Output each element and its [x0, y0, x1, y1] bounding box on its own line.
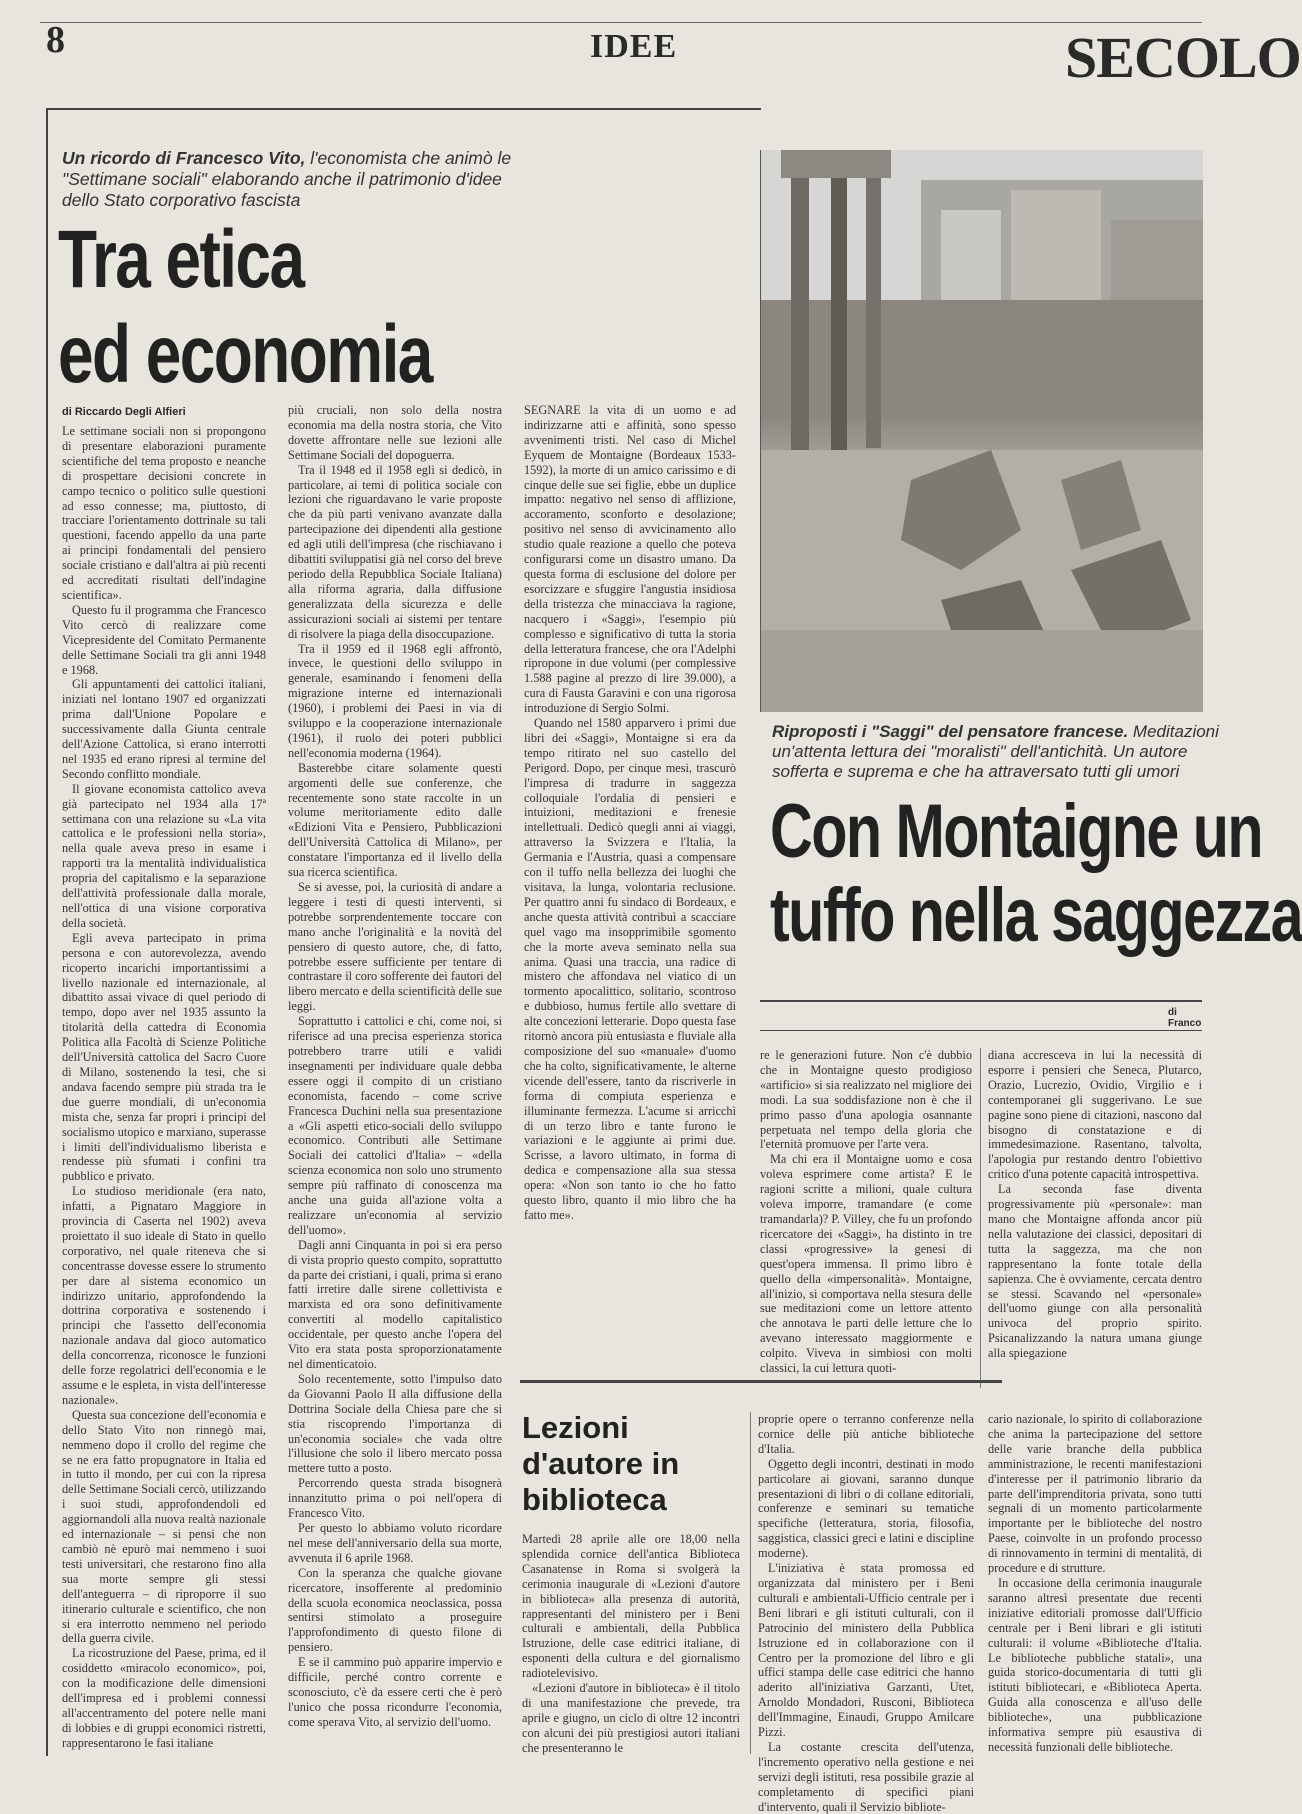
article2-rule — [760, 1000, 1202, 1002]
paragraph: Se si avesse, poi, la curiosità di andare a leggere i testi di questi interventi, si potrebbe sorprendentemente toccare con mano anche l'originalità e la novità del pensiero di questo autore, che, di fatto, potrebbe essere sufficiente per tentare di contrastare il coro sofferente dei fautori del libero mercato e della scientificità delle sue leggi. — [288, 880, 502, 1014]
caption-line3: sofferta e suprema e che ha attraversato tutti gli umori — [772, 762, 1180, 781]
paragraph: Questa sua concezione dell'economia e dello Stato Vito non rinnegò mai, nemmeno dopo il crollo del regime che se ne era fatto propugnatore in Italia ed in tutto il mondo, per cui con la ripresa delle Settimane Sociali cercò, utilizzando i suoi studi, approfondendoli ed aggiornandoli alla nuova realtà nazionale ed internazionale – si pensi che non cambiò nè epurò mai nemmeno i suoi testi universitari, che restarono fino alla sua morte sempre gli stessi dell'anteguerra – di riproporre il suo itinerario culturale e scientifico, che non si era interrotto nemmeno nel periodo della guerra civile. — [62, 1407, 266, 1646]
headline-line2: ed economia — [58, 309, 432, 400]
caption-bold: Riproposti i "Saggi" del pensatore francese. — [772, 722, 1129, 741]
paragraph: Tra il 1948 ed il 1958 egli si dedicò, in particolare, ai temi di politica sociale con lezioni che riguardavano le varie proposte che da più parti venivano avanzate dalla partecipazione dei dipendenti alla gestione ed agli utili dell'impresa (che rischiavano i dibattiti sviluppatisi già nel corso del breve periodo della Repubblica Sociale Italiana) alla riforma agraria, dalla diffusione generalizzata della sicurezza e delle assicurazioni sociali ai sistemi per tentare di risolvere la piaga della disoccupazione. — [288, 462, 502, 641]
article3-title-line3: biblioteca — [522, 1482, 667, 1517]
paragraph: Dagli anni Cinquanta in poi si era perso di vista proprio questo compito, soprattutto da parte dei cristiani, i quali, prima si erano fatti irretire dalle sirene collettivista e marxista ed ora sono definitivamente convertiti al modello capitalistico occidentale, per questo anche l'opera del Vito era stata posta sproporzionatamente nel dimenticatoio. — [288, 1237, 502, 1371]
paragraph: Oggetto degli incontri, destinati in modo particolare ai giovani, saranno dunque presentazioni di libri o di collane editoriali, conferenze e seminari su tematiche specifiche (letteratura, storia, filosofia, saggistica, classici greci e latini e discipline moderne). — [758, 1456, 974, 1561]
article2-thin-rule — [760, 1030, 1202, 1031]
paragraph: La seconda fase diventa progressivamente più «personale»: man mano che Montaigne affonda ancor più nella valutazione dei classici, depositari di tutta la saggezza, ma che non rappresentano la fonte totale della sapienza. Che è ovviamente, cercata dentro se stessi. Scavando nel «personale» dell'uomo giunge con alla personalità univoca del proprio spirito. Psicanalizzando la natura umana giunge alla spiegazione — [988, 1182, 1202, 1361]
kicker-rest: l'economista che animò le "Settimane sociali" elaborando anche il patrimonio d'idee dello Stato corporativo fascista — [62, 148, 512, 210]
paragraph: Soprattutto i cattolici e chi, come noi, si riferisce ad una precisa esperienza storica potrebbero trarre utili e validi insegnamenti per individuare quale debba essere oggi il compito di un cristiano economista, facendo – come scrive Francesca Duchini nella sua presentazione a «Gli aspetti etico-sociali dello sviluppo economico. Contributi alle Settimane Sociali dei cattolici d'Italia» – «della scienza economica non solo uno strumento sempre più raffinato di conoscenza ma anche una guida all'azione volta a realizzare un'economia al servizio dell'uomo». — [288, 1014, 502, 1237]
roman-forum-photo — [760, 150, 1203, 712]
caption-line1-rest: Meditazioni — [1128, 722, 1219, 741]
paragraph: Basterebbe citare solamente questi argomenti delle sue conferenze, che recentemente sono state raccolte in un volume meritoriamente edito dalle «Edizioni Vita e Pensiero, Pubblicazioni dell'Università Cattolica di Milano», per constatare l'importanza ed il livello della sua ricerca scientifica. — [288, 760, 502, 880]
paragraph: Quando nel 1580 apparvero i primi due libri dei «Saggi», Montaigne si era da tempo ritirato nel suo castello del Perigord. Dopo, per cinque mesi, trascurò l'impresa di tradurre in saggezza colloquiale l'ordalia di pensieri e intuizioni, meditazioni e frenesie intellettuali. Dedicò quegli anni ai viaggi, attraverso la Svizzera e l'Italia, la Germania e l'Austria, quasi a compensare con il tuffo nella bellezza dei luoghi che visitava, la lunga, volontaria reclusione. Per quattro anni fu sindaco di Bordeaux, e anche questa attività contribuì a scacciare quel vago ma insopprimibile sgomento che la morte aveva seminato nella sua anima. Quasi una traccia, una radice di mistero che affondava nel viatico di un tormento apocalittico, solitario, scontroso e dubbioso, humus fertile allo svettare di alte concezioni letterarie. Dopo questa fase ritornò ancora più entusiasta e fluviale alla composizione del suo «manuale» d'uomo che ha colto, significativamente, le alterne vicende dell'essere, tanto da riscriverle in forma di compiuta esperienza e illuminante fermezza. L'acume si arricchì di un terzo libro e tante furono le variazioni e le aggiunte ai primi due. Scrisse, a lavoro ultimato, in forma di dedica e compensazione alla sua stessa opera: «Non son tanto io che ho fatto questo libro, quanto il mio libro che ha fatto me». — [524, 716, 736, 1222]
article1-kicker — [62, 148, 522, 211]
paragraph: Per questo lo abbiamo voluto ricordare nel mese dell'anniversario della sua morte, avvenuta il 6 aprile 1968. — [288, 1520, 502, 1565]
paragraph: Con la speranza che qualche giovane ricercatore, insofferente al predominio della scuola economica neoclassica, possa sentirsi stimolato a proseguire l'approfondimento di questo filone di pensiero. — [288, 1565, 502, 1655]
paragraph: Percorrendo questa strada bisognerà innanzitutto prima o poi nell'opera di Francesco Vito. — [288, 1476, 502, 1521]
headline2-line2: tuffo nella saggezza — [770, 873, 1302, 958]
article2-byline: di Franco — [1168, 1007, 1202, 1029]
top-rule — [40, 22, 1202, 23]
article3-column-2 — [758, 1412, 974, 1814]
paragraph: Ma chi era il Montaigne uomo e cosa voleva esprimere come artista? E le ragioni scritte a milioni, quale cultura voleva imporre, tramandare (e come tramandarla)? P. Villey, che fu un profondo ricercatore dei «Saggi», ha distinto in tre classi «progressive» la genesi di quest'opera immensa. Il primo libro è quello della «impersonalità». Montaigne, all'inizio, si comportava nella stesura delle sue meditazioni come un lettore attento che annotava le parti delle letture che lo avevano interessato maggiormente e colpito. Viveva in simbiosi con molti classici, la cui lettura quoti- — [760, 1152, 973, 1376]
paragraph: La ricostruzione del Paese, prima, ed il cosiddetto «miracolo economico», poi, con la modificazione delle dimensioni dell'impresa ed i problemi connessi all'accentramento del potere nelle mani di lobbies e di gruppi economici ristretti, rappresentarono le fasi italiane — [62, 1646, 266, 1750]
kicker-bold: Un ricordo di Francesco Vito, — [62, 148, 306, 168]
article3-column-3 — [988, 1412, 1202, 1754]
section-title: IDEE — [590, 28, 678, 65]
paragraph: SEGNARE la vita di un uomo e ad indirizzarne atti e affinità, sono spesso avvenimenti tristi. Nel caso di Michel Eyquem de Montaigne (Bordeaux 1533-1592), la morte di un amico carissimo e di cinque delle sue sei figlie, ebbe un duplice impatto: negativo nel senso di afflizione, accoramento, sconforto e desolazione; positivo nel senso di avvicinamento allo studio quale reazione a quello che poteva configurarsi come un disastro umano. Da questa forma di esclusione del dolore per esorcizzare e sfuggire l'angustia insidiosa della tristezza che minacciava la ragione, nacquero i «Saggi», l'esempio più complesso e significativo di tutta la storia della letteratura francese, che ora l'Adelphi ripropone in due volumi (per complessive 1.588 pagine al prezzo di lire 39.000), a cura di Fausta Garavini e con una rigorosa introduzione di Sergio Solmi. — [524, 403, 736, 716]
paragraph: Il giovane economista cattolico aveva già partecipato nel 1934 alla 17ª settimana con una relazione su «La vita cattolica e le professioni nella storia», nella quale aveva preso in esame i rapporti tra la mentalità individualistica propria del capitalismo e la separazione dell'attività professionale dalla morale, nell'ottica di una visione corporativa della società. — [62, 781, 266, 930]
column-divider — [980, 1048, 981, 1388]
paragraph: più cruciali, non solo della nostra economia ma della nostra storia, che Vito dovette affrontare nelle sue lezioni alle Settimane Sociali del dopoguerra. — [288, 403, 502, 462]
paragraph: «Lezioni d'autore in biblioteca» è il titolo di una manifestazione che prevede, tra aprile e giugno, un ciclo di oltre 12 incontri con alcuni dei più prestigiosi autori italiani che presenteranno le — [522, 1681, 740, 1755]
paragraph: Solo recentemente, sotto l'impulso dato da Giovanni Paolo II alla diffusione della Dottrina Sociale della Chiesa pare che si stia riscoprendo l'importanza di un'economia sociale» che vada oltre l'illusione che solo il libero mercato possa mettere tutto a posto. — [288, 1371, 502, 1476]
paragraph: Tra il 1959 ed il 1968 egli affrontò, invece, le questioni dello sviluppo in generale, esaminando i fenomeni della migrazione interne ed internazionali (1960), i problemi dei Paesi in via di sviluppo e la cooperazione internazionale (1961), il ruolo dei poteri pubblici nell'economia moderna (1964). — [288, 641, 502, 760]
article1-column-2 — [288, 403, 502, 1750]
article1-column-1 — [62, 424, 266, 1750]
paragraph: Questo fu il programma che Francesco Vito cercò di realizzare come Vicepresidente del Comitato Permanente delle Settimane Sociali tra gli anni 1948 e 1968. — [62, 602, 266, 677]
paragraph: cario nazionale, lo spirito di collaborazione che anima la partecipazione del settore delle varie branche della pubblica amministrazione, le recenti manifestazioni d'interesse per il patrimonio librario da parte dell'imprenditoria privata, sono tutti segnali di un momento particolarmente importante per le biblioteche del nostro Paese, coinvolte in un profondo processo di rinnovamento in termini di mentalità, di procedure e di strutture. — [988, 1412, 1202, 1576]
paragraph: La costante crescita dell'utenza, l'incremento operativo nella gestione e nei servizi degli istituti, resa possibile grazie al completamento di specifici piani d'intervento, quali il Servizio bibliote- — [758, 1739, 974, 1814]
article3-title-line2: d'autore in — [522, 1446, 680, 1481]
paragraph: L'iniziativa è stata promossa ed organizzata dal ministero per i Beni culturali e ambientali-Ufficio centrale per i Beni librari e gli istituti culturali, con il Patrocinio del ministero della Pubblica Istruzione ed in collaborazione con il Centro per la promozione del libro e gli uffici stampa delle case editrici che hanno aderito all'iniziativa Garzanti, Utet, Arnoldo Mondadori, Rusconi, Biblioteca dell'Immagine, Einaudi, Gruppo Amilcare Pizzi. — [758, 1561, 974, 1740]
paragraph: proprie opere o terranno conferenze nella cornice delle più antiche biblioteche d'Italia. — [758, 1412, 974, 1456]
paragraph: Le settimane sociali non si propongono di presentare elaborazioni puramente scientifiche del tema proposto e neanche di prospettare decisioni concrete in campo tecnico o politico sulle questioni ad esso connesse; ma, piuttosto, di tracciare l'orientamento dottrinale su tali questioni, facendo appello da una parte ai principi fondamentali del pensiero sociale cristiano e dall'altra ai più recenti ed accreditati risultati dell'indagine scientifica». — [62, 424, 266, 602]
article2-headline — [770, 789, 1302, 958]
article1-headline — [58, 212, 526, 402]
article3-title-line1: Lezioni — [522, 1410, 629, 1445]
masthead: SECOLO — [1065, 25, 1301, 90]
article1-byline: di Riccardo Degli Alfieri — [62, 406, 186, 418]
paragraph: E se il cammino può apparire impervio e difficile, perché contro corrente e sconosciuto, c'è da essere certi che è però l'unico che possa ricondurre l'economia, come sperava Vito, al servizio dell'uomo. — [288, 1655, 502, 1729]
article3-headline — [522, 1410, 702, 1518]
paragraph: Gli appuntamenti dei cattolici italiani, iniziati nel lontano 1907 ed organizzati prima dall'Unione Popolare e successivamente dalla Giunta centrale dell'Azione Cattolica, si erano interrotti nel 1935 ed erano ripresi al termine del Secondo conflitto mondiale. — [62, 677, 266, 781]
headline2-line1: Con Montaigne un — [770, 789, 1263, 874]
paragraph: diana accresceva in lui la necessità di esporre i pensieri che Seneca, Plutarco, Orazio, Lucrezio, Ovidio, Virgilio e i contemporanei gli suggerivano. Le sue pagine sono piene di citazioni, nascono dal bisogno di constatazione e di immedesimazione. Rasentano, talvolta, l'apologia pur restando dentro l'obiettivo critico d'una potente capacità introspettiva. — [988, 1048, 1202, 1182]
headline-line1: Tra etica — [58, 214, 304, 305]
paragraph: Egli aveva partecipato in prima persona e con autorevolezza, avendo ricoperto incarichi importantissimi a livello nazionale ed internazionale, al dibattito assai vivace di quel periodo di tempo, dopo aver nel 1935 assunto la titolarità della cattedra di Economia Politica alla Facoltà di Scienze Politiche dell'Università cattolica del Sacro Cuore di Milano, sostenendo la tesi, che si andava facendo sempre più strada tra le due guerre mondiali, di un'economia mista che, senza far propri i principi del socialismo utopico e marxiano, superasse i limiti dell'individualismo liberista e rendesse più sfumati i confini tra pubblico e privato. — [62, 930, 266, 1184]
column-divider-2 — [750, 1412, 751, 1754]
page-number: 8 — [46, 19, 65, 61]
paragraph: re le generazioni future. Non c'è dubbio che in Montaigne questo prodigioso «artificio» si sia realizzato nel migliore dei modi. La sua soddisfazione non è che il primo passo d'una apologia osannante perpetuata nel tempo della gloria che l'eternità promuove per l'arte vera. — [760, 1048, 972, 1152]
caption-line2: un'attenta lettura dei "moralisti" dell'antichità. Un autore — [772, 742, 1188, 761]
article2-column-2 — [760, 1048, 972, 1393]
article2-column-3 — [988, 1048, 1202, 1393]
photo-caption — [772, 722, 1219, 782]
paragraph: In occasione della cerimonia inaugurale saranno altresì presentate due recenti iniziative editoriali promosse dall'Ufficio centrale per i Beni librari e gli istituti culturali: il volume «Biblioteche d'Italia. Le biblioteche pubbliche statali», una guida storico-documentaria di tutti gli istituti bibliotecari, e «Biblioteca Aperta. Guida alla conoscenza e all'uso delle biblioteche», una pubblicazione informativa sempre più esaustiva di necessità funzionali delle biblioteche. — [988, 1575, 1202, 1754]
article2-column-1 — [524, 403, 736, 1222]
article3-column-1 — [522, 1532, 740, 1754]
paragraph: Lo studioso meridionale (era nato, infatti, a Pignataro Maggiore in provincia di Caserta nel 1902) aveva proiettato il suo ideale di Stato in quello corporativo, nel quale riteneva che si concentrasse dovesse essere lo strumento per dare al sistema economico un indirizzo unitario, approfondendo la dottrina corporativa e sostenendo i principi che l'assetto dell'economia nazionale andava dal gioco automatico della concorrenza, riconosce le funzioni delle forze regolatrici dell'economia e le assume e le espleta, in vista dell'interesse nazionale». — [62, 1184, 266, 1407]
paragraph: Martedì 28 aprile alle ore 18,00 nella splendida cornice dell'antica Biblioteca Casanatense in Roma si svolgerà la cerimonia inaugurale di «Lezioni d'autore in biblioteca» alla presenza di autorità, rappresentanti del ministero per i Beni culturali e ambientali, della Pubblica Istruzione, delle case editrici italiane, di esponenti della cultura e del giornalismo radiotelevisivo. — [522, 1532, 740, 1681]
